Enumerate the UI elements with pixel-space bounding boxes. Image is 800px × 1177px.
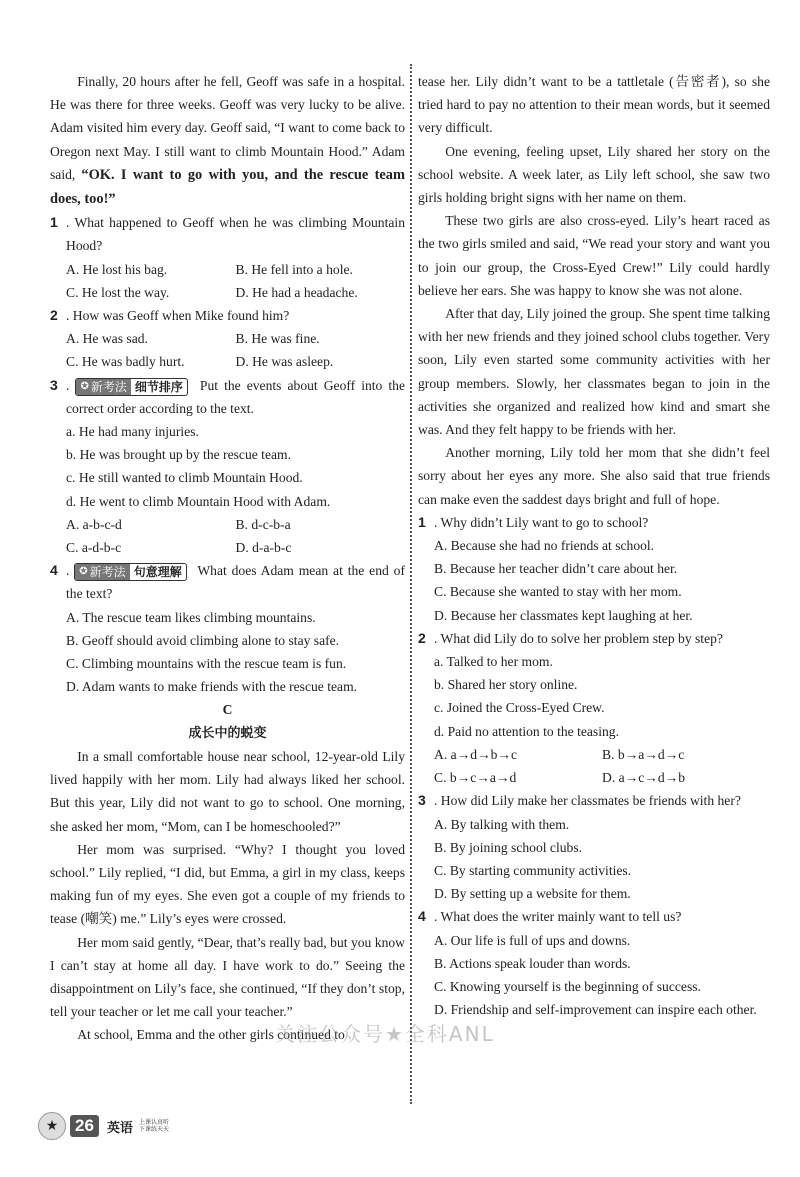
option[interactable]: A. The rescue team likes climbing mountains. <box>66 609 316 625</box>
event-item: a. He had many injuries. <box>66 424 199 440</box>
option[interactable]: D. He was asleep. <box>235 354 334 370</box>
page-footer <box>38 1112 169 1140</box>
question-1: 1 . What happened to Geoff when he was climbing Mountain Hood? <box>50 214 405 254</box>
watermark: 关注公众号★全科ANL <box>275 1022 495 1046</box>
question-2: 2 . How was Geoff when Mike found him? <box>50 307 290 324</box>
option[interactable]: A. Our life is full of ups and downs. <box>434 932 631 948</box>
option[interactable]: B. Actions speak louder than words. <box>434 955 631 971</box>
option[interactable]: A. a→d→b→c <box>434 746 518 762</box>
option[interactable]: C. b→c→a→d <box>434 770 517 786</box>
event-item: b. He was brought up by the rescue team. <box>66 447 291 463</box>
passage-paragraph: One evening, feeling upset, Lily shared her story on the school website. A week later, as Lily left school, she saw two girls holding bright signs with her name on them. <box>418 143 770 206</box>
passage-paragraph: After that day, Lily joined the group. She spent time talking with her new friends and they joined school clubs together. Very soon, Lily even started some community activities with her group members. Slowly, her classmates began to join in the activities she organized and realized how kind and smart she was. And they felt happy to be friends with her. <box>418 306 770 438</box>
passage-paragraph: These two girls are also cross-eyed. Lily’s heart raced as the two girls smiled and said, “We read your story and want you to join our group, the Cross-Eyed Crew!” Lily could hardly believe her ears. She was happy to know she was not alone. <box>418 213 770 298</box>
question-4: 4 . What does the writer mainly want to tell us? <box>418 908 682 925</box>
section-letter: C <box>222 702 233 718</box>
step-item: a. Talked to her mom. <box>434 654 553 670</box>
star-icon: ✪ <box>80 380 89 392</box>
option[interactable]: C. Climbing mountains with the rescue team is fun. <box>66 656 347 672</box>
question-3: 3 . ✪ 新考法 细节排序 Put the events about Geoff into the correct order according to the text. <box>50 376 406 416</box>
option[interactable]: B. By joining school clubs. <box>434 839 583 855</box>
event-item: d. He went to climb Mountain Hood with Adam. <box>66 493 331 509</box>
step-item: b. Shared her story online. <box>434 677 578 693</box>
option[interactable]: D. By setting up a website for them. <box>434 886 631 902</box>
option[interactable]: D. a→c→d→b <box>602 770 686 786</box>
question-1: 1 . Why didn’t Lily want to go to school? <box>418 513 649 530</box>
option[interactable]: A. Because she had no friends at school. <box>434 538 655 554</box>
story-paragraph: Finally, 20 hours after he fell, Geoff was safe in a hospital. He was there for three weeks. Geoff was very lucky to be alive. Adam visited him every day. Geoff said, “I want to come back to Oregon next May. I still want to climb Mountain Hood.” Adam said, “OK. I want to go with you, and the rescue team does, too!” <box>50 74 405 208</box>
option[interactable]: D. He had a headache. <box>235 284 358 300</box>
column-divider <box>410 64 412 1104</box>
option[interactable]: A. He lost his bag. <box>66 261 168 277</box>
slogan: 上课认真听 下课练天天 <box>138 1119 169 1133</box>
passage-paragraph: At school, Emma and the other girls continued to <box>77 1027 345 1043</box>
question-type-tag: ✪ 新考法 细节排序 <box>75 378 187 396</box>
option[interactable]: A. By talking with them. <box>434 816 570 832</box>
passage-paragraph: Her mom was surprised. “Why? I thought you loved school.” Lily replied, “I did, but Emma, a girl in my class, keeps making fun of my eyes. She even got a couple of my friends to tease (嘲笑) me.” Lily’s eyes were crossed. <box>50 841 405 927</box>
subject-label: 英语 <box>106 1120 133 1136</box>
passage-paragraph: In a small comfortable house near school, 12-year-old Lily lived happily with her mom. Lily had always liked her school. But this year, Lily did not want to go to school. One morning, she asked her mom, “Mom, can I be homeschooled?” <box>50 748 405 834</box>
question-1-options <box>50 258 405 281</box>
question-type-tag: ✪ 新考法 句意理解 <box>74 563 186 581</box>
option[interactable]: D. Adam wants to make friends with the rescue team. <box>66 679 358 695</box>
option[interactable]: A. a-b-c-d <box>66 516 122 532</box>
left-column <box>50 70 405 1047</box>
option[interactable]: B. d-c-b-a <box>235 516 291 532</box>
star-icon: ✪ <box>79 566 88 578</box>
option[interactable]: D. Because her classmates kept laughing at her. <box>434 607 693 623</box>
section-title: 成长中的蜕变 <box>188 725 267 741</box>
step-item: c. Joined the Cross-Eyed Crew. <box>434 700 605 716</box>
option[interactable]: D. Friendship and self-improvement can inspire each other. <box>434 1002 757 1018</box>
option[interactable]: C. a-d-b-c <box>66 540 122 556</box>
option[interactable]: C. By starting community activities. <box>434 862 632 878</box>
option[interactable]: A. He was sad. <box>66 331 148 347</box>
mascot-icon: ★ <box>38 1112 66 1140</box>
option[interactable]: C. He was badly hurt. <box>66 354 185 370</box>
option[interactable]: B. Geoff should avoid climbing alone to stay safe. <box>66 632 340 648</box>
option[interactable]: B. He fell into a hole. <box>235 261 353 277</box>
passage-paragraph: tease her. Lily didn’t want to be a tattletale (告密者), so she tried hard to pay no attention to their mean words, but it seemed very difficult. <box>418 74 770 136</box>
option[interactable]: B. He was fine. <box>235 331 320 347</box>
option[interactable]: C. He lost the way. <box>66 284 170 300</box>
option[interactable]: C. Because she wanted to stay with her mom. <box>434 584 682 600</box>
passage-paragraph: Her mom said gently, “Dear, that’s really bad, but you know I can’t stay at home all day. I have work to do.” Seeing the disappointment on Lily’s face, she continued, “If they don’t stop, tell your teacher or let me call your teacher.” <box>50 934 405 1020</box>
step-item: d. Paid no attention to the teasing. <box>434 723 619 739</box>
option[interactable]: C. Knowing yourself is the beginning of success. <box>434 978 701 994</box>
passage-paragraph: Another morning, Lily told her mom that she didn’t feel sorry about her eyes any more. She also said that true friends can make even the saddest days bright and full of hope. <box>418 445 770 507</box>
question-3: 3 . How did Lily make her classmates be friends with her? <box>418 792 741 809</box>
question-4: 4 . ✪ 新考法 句意理解 What does Adam mean at the end of the text? <box>50 562 405 602</box>
option[interactable]: B. b→a→d→c <box>602 746 685 762</box>
page-number: 26 <box>70 1115 99 1137</box>
right-column <box>418 70 770 1021</box>
option[interactable]: B. Because her teacher didn’t care about her. <box>434 561 678 577</box>
event-item: c. He still wanted to climb Mountain Hood. <box>66 470 303 486</box>
option[interactable]: D. d-a-b-c <box>235 540 292 556</box>
adam-quote: “OK. I want to go with you, and the rescue team does, too!” <box>50 166 405 208</box>
question-2: 2 . What did Lily do to solve her problem step by step? <box>418 629 723 646</box>
